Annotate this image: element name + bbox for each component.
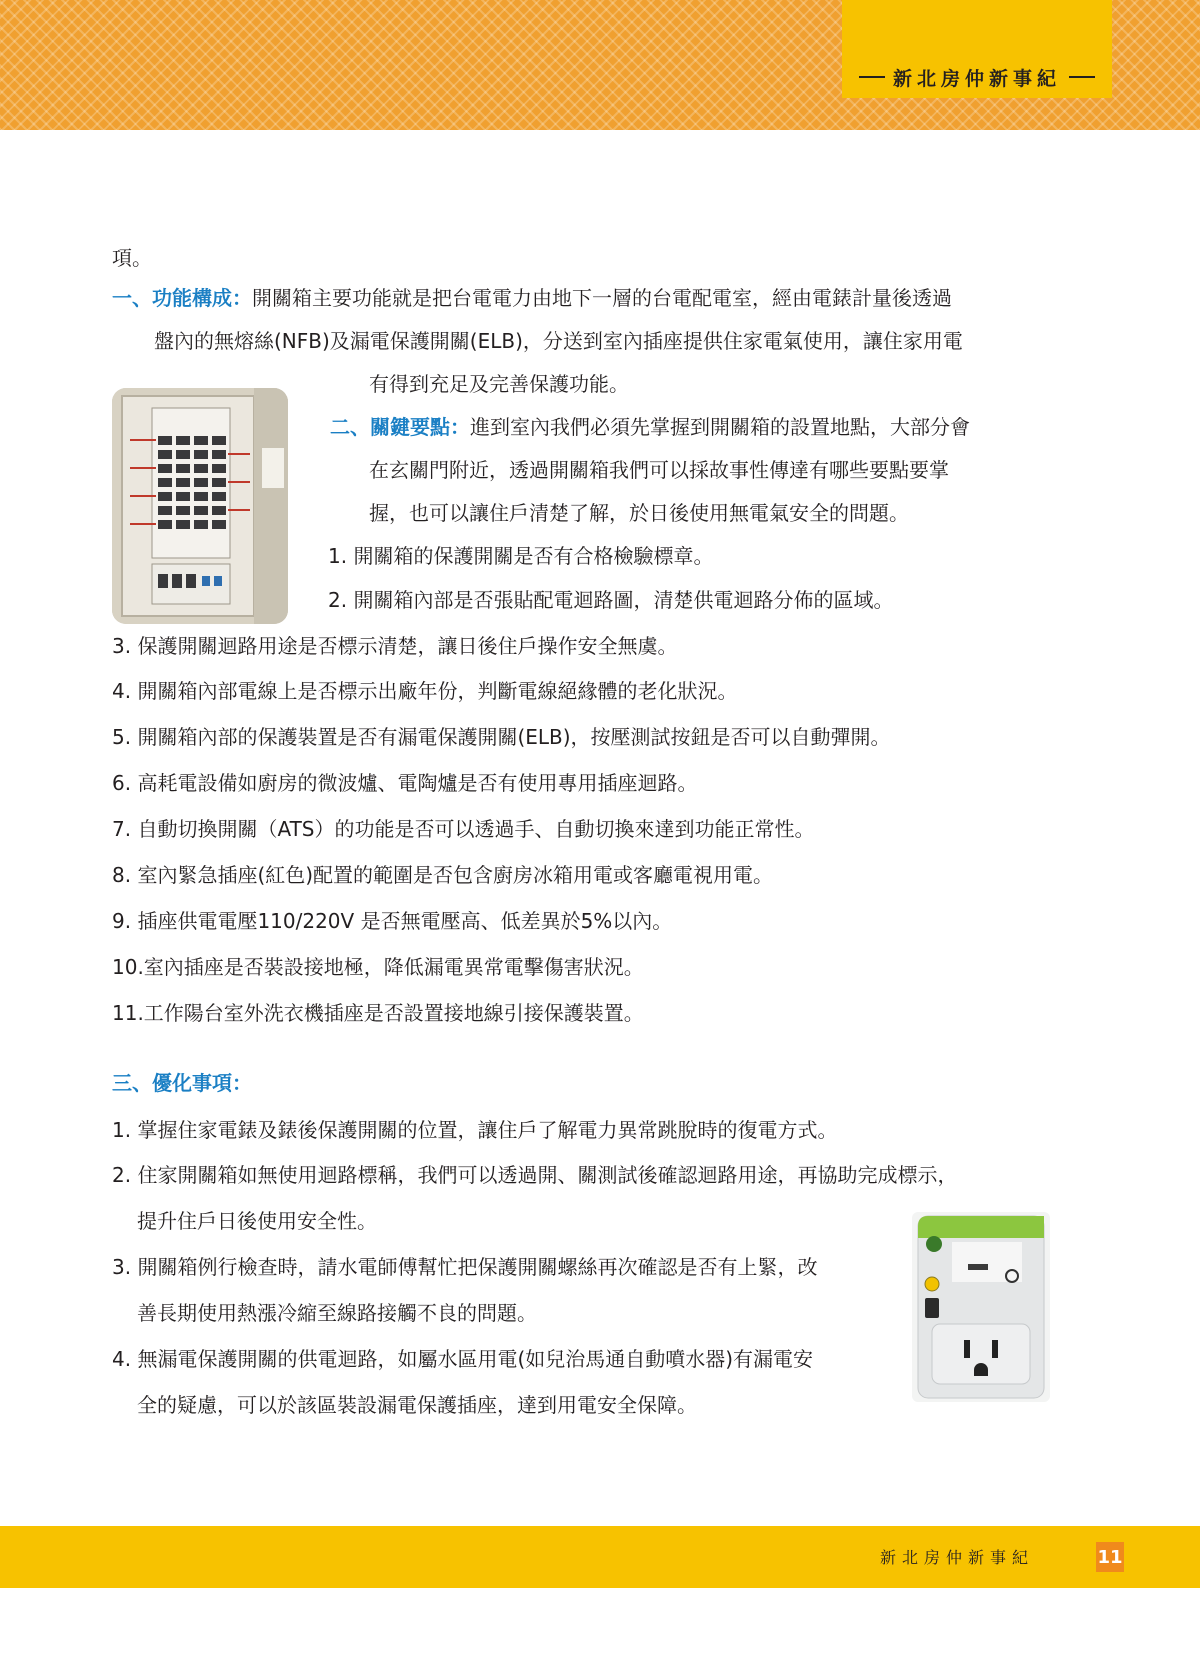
check-item: 9. 插座供電電壓110/220V 是否無電壓高、低差異於5%以內。 — [112, 909, 673, 933]
check-item: 5. 開關箱內部的保護裝置是否有漏電保護開關(ELB)，按壓測試按鈕是否可以自動彈開。 — [112, 725, 891, 749]
check-item: 11.工作陽台室外洗衣機插座是否設置接地線引接保護裝置。 — [112, 1001, 644, 1025]
optimize-item: 全的疑慮，可以於該區裝設漏電保護插座，達到用電安全保障。 — [137, 1393, 697, 1417]
page-number: 11 — [1096, 1542, 1124, 1572]
check-item: 10.室內插座是否裝設接地極，降低漏電異常電擊傷害狀況。 — [112, 955, 644, 979]
check-item: 2. 開關箱內部是否張貼配電迴路圖，清楚供電迴路分佈的區域。 — [328, 588, 894, 612]
leakage-socket-photo — [912, 1212, 1050, 1402]
check-item: 7. 自動切換開關（ATS）的功能是否可以透過手、自動切換來達到功能正常性。 — [112, 817, 815, 841]
check-item: 1. 開關箱的保護開關是否有合格檢驗標章。 — [328, 544, 714, 568]
section-2-line-3: 握，也可以讓住戶清楚了解，於日後使用無電氣安全的問題。 — [369, 501, 909, 525]
section-1-line-2: 盤內的無熔絲(NFB)及漏電保護開關(ELB)，分送到室內插座提供住家電氣使用，讓住家用電 — [154, 329, 963, 353]
optimize-item: 1. 掌握住家電錶及錶後保護開關的位置，讓住戶了解電力異常跳脫時的復電方式。 — [112, 1118, 838, 1142]
switchbox-illustration — [112, 388, 288, 624]
optimize-item: 2. 住家開關箱如無使用迴路標稱，我們可以透過開、關測試後確認迴路用途，再協助完成標示， — [112, 1163, 958, 1187]
section-2-line-2: 在玄關門附近，透過開關箱我們可以採故事性傳達有哪些要點要掌 — [369, 458, 949, 482]
optimize-item: 提升住戶日後使用安全性。 — [137, 1209, 377, 1233]
section-2-text: 進到室內我們必須先掌握到開關箱的設置地點，大部分會 — [470, 415, 970, 439]
header-dash-right — [1069, 76, 1095, 78]
section-1-line-3: 有得到充足及完善保護功能。 — [369, 372, 629, 396]
section-1-text: 開關箱主要功能就是把台電電力由地下一層的台電配電室，經由電錶計量後透過 — [252, 286, 952, 310]
check-item: 4. 開關箱內部電線上是否標示出廠年份，判斷電線絕緣體的老化狀況。 — [112, 679, 738, 703]
section-3-heading: 三、優化事項： — [112, 1071, 252, 1095]
leakage-socket-illustration — [912, 1212, 1050, 1402]
optimize-item: 善長期使用熱漲冷縮至線路接觸不良的問題。 — [137, 1301, 537, 1325]
header-title-text: 新北房仲新事紀 — [892, 67, 1061, 90]
header-title — [842, 62, 1112, 92]
section-2-line-1 — [330, 413, 970, 441]
intro-fragment: 項。 — [112, 246, 152, 270]
switchbox-photo — [112, 388, 288, 624]
optimize-item: 4. 無漏電保護開關的供電迴路，如屬水區用電(如兒治馬通自動噴水器)有漏電安 — [112, 1347, 814, 1371]
section-1-heading: 一、功能構成： — [112, 286, 252, 310]
header-dash-left — [859, 76, 885, 78]
section-1-line-1 — [112, 284, 952, 312]
check-item: 3. 保護開關迴路用途是否標示清楚，讓日後住戶操作安全無虞。 — [112, 634, 678, 658]
section-2-heading: 二、關鍵要點： — [330, 415, 470, 439]
optimize-item: 3. 開關箱例行檢查時，請水電師傅幫忙把保護開關螺絲再次確認是否有上緊，改 — [112, 1255, 818, 1279]
footer-title: 新北房仲新事紀 — [880, 1547, 1035, 1567]
check-item: 8. 室內緊急插座(紅色)配置的範圍是否包含廚房冰箱用電或客廳電視用電。 — [112, 863, 774, 887]
check-item: 6. 高耗電設備如廚房的微波爐、電陶爐是否有使用專用插座迴路。 — [112, 771, 698, 795]
